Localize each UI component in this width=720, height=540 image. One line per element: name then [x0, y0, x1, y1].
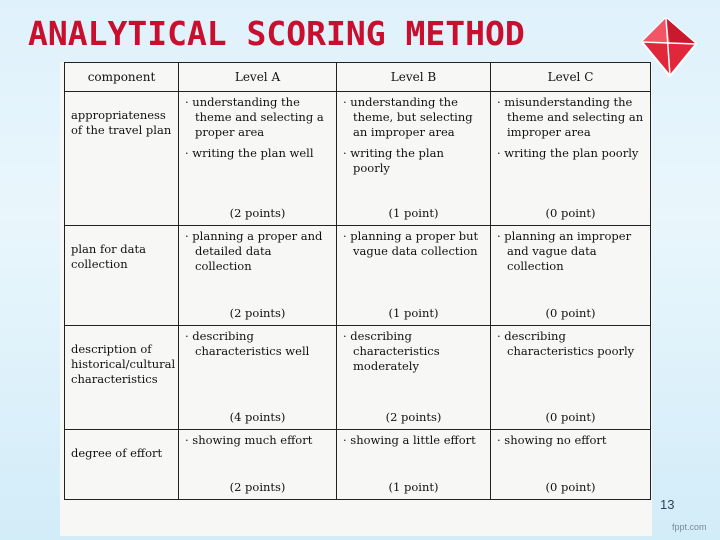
component-cell	[65, 326, 179, 430]
level-c-cell	[491, 92, 651, 226]
level-c-cell	[491, 226, 651, 326]
header-component: component	[65, 63, 179, 92]
level-b-cell	[337, 430, 491, 500]
component-label: description of historical/cultural characteristics	[71, 342, 176, 386]
header-level-a: Level A	[179, 63, 337, 92]
scoring-table	[64, 62, 651, 500]
criterion-text: · showing a little effort	[343, 433, 476, 447]
criterion-text: · planning a proper but vague data collection	[343, 229, 479, 258]
criterion-text: · describing characteristics well	[185, 329, 310, 358]
component-cell	[65, 430, 179, 500]
points-label: (2 points)	[229, 206, 286, 220]
level-b-cell	[337, 92, 491, 226]
points-label: (1 point)	[388, 480, 439, 494]
slide-title: ANALYTICAL SCORING METHOD	[28, 14, 525, 53]
points-label: (0 point)	[545, 480, 596, 494]
component-label: plan for data collection	[71, 242, 146, 271]
points-label: (2 points)	[385, 410, 442, 424]
component-label: appropriateness of the travel plan	[71, 108, 172, 137]
level-c-cell	[491, 430, 651, 500]
criterion-text: · showing much effort	[185, 433, 313, 447]
criterion-text: · showing no effort	[497, 433, 607, 447]
table-row	[65, 92, 651, 226]
level-a-cell	[179, 326, 337, 430]
header-level-c: Level C	[491, 63, 651, 92]
points-label: (2 points)	[229, 480, 286, 494]
component-label: degree of effort	[71, 446, 163, 460]
points-label: (1 point)	[388, 206, 439, 220]
criterion-text: · understanding the theme and selecting a proper area	[185, 95, 324, 139]
criterion-text: · planning an improper and vague data collection	[497, 229, 632, 273]
criterion-text: · writing the plan well	[185, 146, 314, 160]
points-label: (1 point)	[388, 306, 439, 320]
criterion-text: · describing characteristics poorly	[497, 329, 635, 358]
criterion-text: · describing characteristics moderately	[343, 329, 440, 373]
points-label: (2 points)	[229, 306, 286, 320]
criterion-text: · planning a proper and detailed data collection	[185, 229, 323, 273]
criterion-text: · understanding the theme, but selecting an improper area	[343, 95, 473, 139]
level-a-cell	[179, 226, 337, 326]
points-label: (0 point)	[545, 410, 596, 424]
component-cell	[65, 226, 179, 326]
points-label: (0 point)	[545, 206, 596, 220]
criterion-text: · writing the plan poorly	[343, 146, 444, 175]
level-c-cell	[491, 326, 651, 430]
header-row	[65, 63, 651, 92]
level-b-cell	[337, 326, 491, 430]
fppt-logo: fppt.com	[672, 522, 707, 532]
level-b-cell	[337, 226, 491, 326]
table-row	[65, 326, 651, 430]
criterion-text: · writing the plan poorly	[497, 146, 639, 160]
level-a-cell	[179, 430, 337, 500]
page-number: 13	[660, 497, 675, 512]
points-label: (4 points)	[229, 410, 286, 424]
table-row	[65, 226, 651, 326]
level-a-cell	[179, 92, 337, 226]
table-row	[65, 430, 651, 500]
header-level-b: Level B	[337, 63, 491, 92]
component-cell	[65, 92, 179, 226]
criterion-text: · misunderstanding the theme and selecting an improper area	[497, 95, 644, 139]
points-label: (0 point)	[545, 306, 596, 320]
